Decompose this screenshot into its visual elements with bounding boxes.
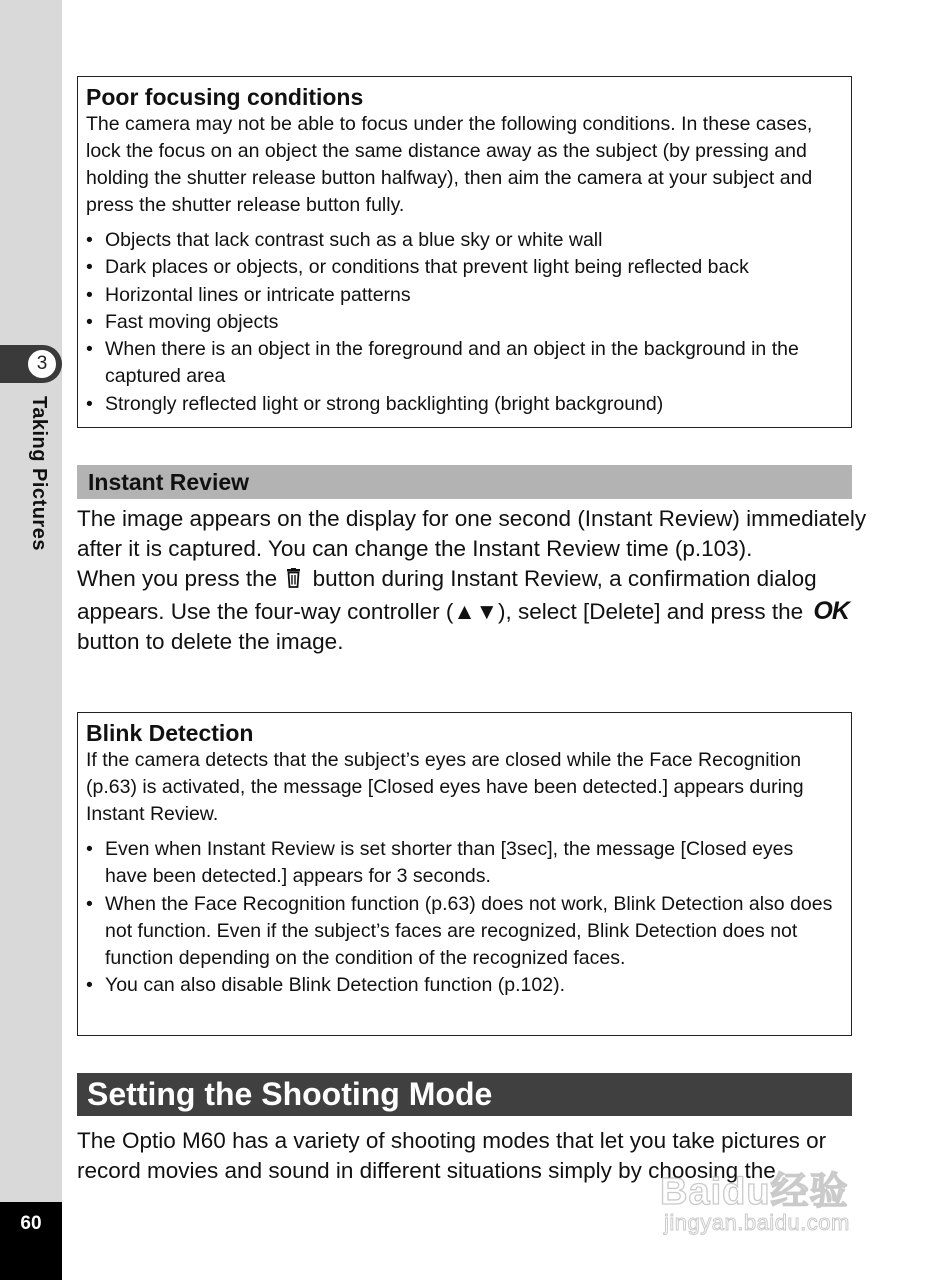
baidu-watermark	[660, 1160, 872, 1248]
blink-detection-box	[77, 712, 852, 1036]
ok-button-icon: OK	[813, 597, 849, 625]
poor-focusing-box	[77, 76, 852, 428]
watermark-url: jingyan.baidu.com	[664, 1210, 850, 1235]
blink-detection-title: Blink Detection	[86, 720, 254, 746]
chapter-number-badge: 3	[26, 348, 58, 380]
chapter-sidebar	[0, 0, 62, 1280]
list-item: • Horizontal lines or intricate patterns	[86, 283, 411, 306]
page-number: 60	[20, 1213, 42, 1234]
list-item: • Dark places or objects, or conditions that prevent light being reflected back	[86, 256, 749, 279]
instant-review-body	[77, 504, 867, 657]
watermark-brand: Baidu经验	[660, 1171, 849, 1213]
blink-detection-list	[86, 836, 837, 1000]
list-item: • Strongly reflected light or strong backlighting (bright background)	[86, 392, 664, 415]
instant-review-paragraph-1: The image appears on the display for one second (Instant Review) immediately after it is captured. You can change the Instant Review time (p.103).	[77, 506, 867, 561]
shooting-mode-heading: Setting the Shooting Mode	[87, 1076, 493, 1112]
list-item: • Even when Instant Review is set shorter than [3sec], the message [Closed eyes have been detected.] appears for 3 seconds.	[86, 838, 794, 888]
poor-focusing-intro: The camera may not be able to focus under the following conditions. In these cases, lock the focus on an object the same distance away as the subject (by pressing and holding the shutter release button halfway), then aim the camera at your subject and press the shutter release button fully.	[86, 113, 813, 216]
list-item: • When there is an object in the foreground and an object in the background in the captured area	[86, 338, 799, 388]
chapter-title: Taking Pictures	[28, 396, 50, 551]
instant-review-heading: Instant Review	[88, 469, 250, 495]
instant-review-paragraph-2: When you press the button during Instant Review, a confirmation dialog appears. Use the four-way controller (▲▼), select [Delete] and press the OK button to delete the image.	[77, 566, 849, 654]
list-item: • Objects that lack contrast such as a blue sky or white wall	[86, 229, 603, 251]
list-item: • When the Face Recognition function (p.63) does not work, Blink Detection also does not function. Even if the subject’s faces are recognized, Blink Detection does not function depending on the condition of the recognized faces.	[86, 892, 833, 970]
list-item: • You can also disable Blink Detection function (p.102).	[86, 974, 565, 997]
poor-focusing-title: Poor focusing conditions	[86, 84, 364, 110]
blink-detection-intro: If the camera detects that the subject’s eyes are closed while the Face Recognition (p.63) is activated, the message [Closed eyes have been detected.] appears during Instant Review.	[86, 749, 804, 825]
shooting-mode-paragraph: The Optio M60 has a variety of shooting modes that let you take pictures or record movies and sound in different situations simply by choosing the	[77, 1128, 827, 1183]
trash-icon	[285, 566, 302, 596]
poor-focusing-list	[86, 227, 837, 418]
list-item: • Fast moving objects	[86, 310, 279, 333]
